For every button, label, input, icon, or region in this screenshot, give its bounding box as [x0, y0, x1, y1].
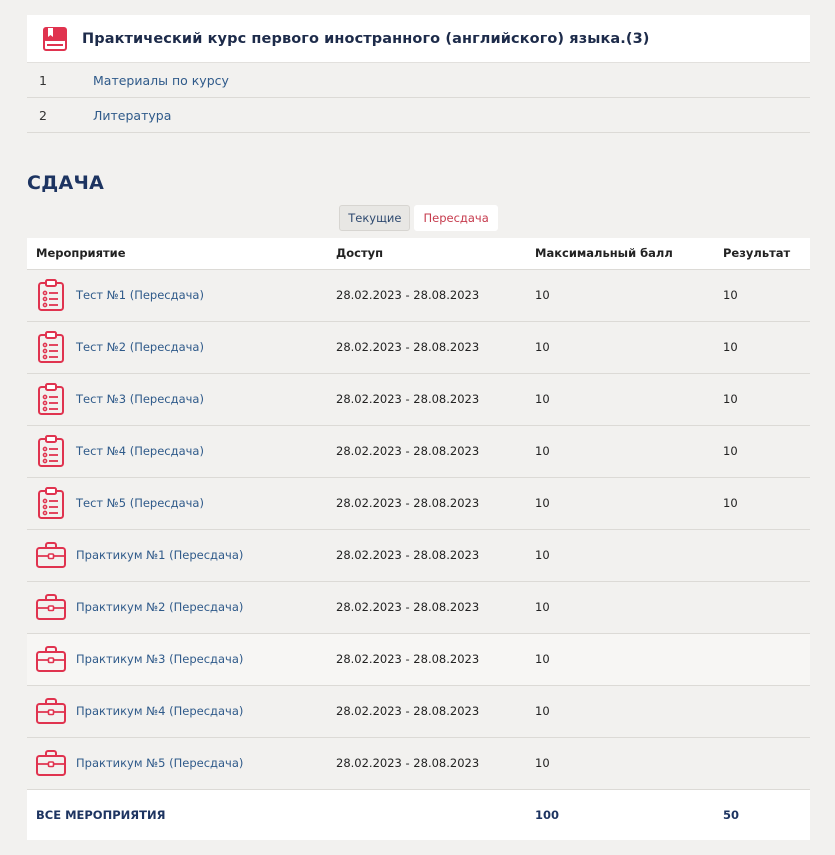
event-cell — [27, 529, 327, 581]
event-cell — [27, 425, 327, 477]
row-number: 2 — [39, 107, 47, 123]
access-cell: 28.02.2023 - 28.08.2023 — [327, 581, 526, 633]
event-cell — [27, 737, 327, 789]
result-cell: 10 — [714, 373, 810, 425]
event-link[interactable]: Практикум №4 (Пересдача) — [76, 704, 244, 718]
result-cell: 10 — [714, 477, 810, 529]
table-row — [27, 685, 810, 737]
tab-current[interactable]: Текущие — [339, 205, 410, 231]
result-cell — [714, 633, 810, 685]
tab-retake[interactable]: Пересдача — [414, 205, 497, 231]
result-cell — [714, 581, 810, 633]
access-cell: 28.02.2023 - 28.08.2023 — [327, 529, 526, 581]
literature-link[interactable]: Литература — [93, 107, 172, 123]
footer-result-total: 50 — [723, 807, 740, 822]
footer-max-total: 100 — [535, 807, 560, 822]
result-cell: 10 — [714, 269, 810, 321]
book-icon — [40, 24, 70, 54]
briefcase-icon — [34, 743, 68, 783]
event-link[interactable]: Практикум №3 (Пересдача) — [76, 652, 244, 666]
materials-link[interactable]: Материалы по курсу — [93, 72, 229, 88]
section-title: СДАЧА — [27, 172, 105, 194]
table-row — [27, 425, 810, 477]
footer-label: ВСЕ МЕРОПРИЯТИЯ — [36, 807, 166, 822]
briefcase-icon — [34, 587, 68, 627]
access-cell: 28.02.2023 - 28.08.2023 — [327, 373, 526, 425]
access-cell: 28.02.2023 - 28.08.2023 — [327, 321, 526, 373]
briefcase-icon — [34, 639, 68, 679]
table-row — [27, 373, 810, 425]
table-row — [27, 581, 810, 633]
event-cell — [27, 477, 327, 529]
table-header-row — [27, 238, 810, 269]
max-score-cell: 10 — [526, 737, 714, 789]
event-link[interactable]: Тест №3 (Пересдача) — [76, 392, 204, 406]
event-cell — [27, 321, 327, 373]
table-row — [27, 529, 810, 581]
header-event: Мероприятие — [27, 238, 327, 269]
access-cell: 28.02.2023 - 28.08.2023 — [327, 633, 526, 685]
max-score-cell: 10 — [526, 685, 714, 737]
event-link[interactable]: Тест №2 (Пересдача) — [76, 340, 204, 354]
header-max-score: Максимальный балл — [526, 238, 714, 269]
clipboard-list-icon — [34, 431, 68, 471]
access-cell: 28.02.2023 - 28.08.2023 — [327, 269, 526, 321]
event-cell — [27, 373, 327, 425]
course-title: Практический курс первого иностранного (английского) языка.(3) — [82, 30, 650, 47]
access-cell: 28.02.2023 - 28.08.2023 — [327, 737, 526, 789]
events-table — [27, 238, 810, 840]
event-cell — [27, 685, 327, 737]
result-cell: 10 — [714, 321, 810, 373]
result-cell — [714, 685, 810, 737]
table-footer-row — [27, 789, 810, 840]
result-cell: 10 — [714, 425, 810, 477]
clipboard-list-icon — [34, 327, 68, 367]
briefcase-icon — [34, 691, 68, 731]
tab-bar — [27, 200, 810, 236]
materials-row — [27, 63, 810, 98]
event-cell — [27, 581, 327, 633]
event-cell — [27, 633, 327, 685]
briefcase-icon — [34, 535, 68, 575]
footer-empty — [327, 789, 526, 840]
header-result: Результат — [714, 238, 810, 269]
row-number: 1 — [39, 72, 47, 88]
result-cell — [714, 737, 810, 789]
table-row — [27, 321, 810, 373]
event-cell — [27, 269, 327, 321]
result-cell — [714, 529, 810, 581]
literature-row — [27, 98, 810, 133]
max-score-cell: 10 — [526, 581, 714, 633]
event-link[interactable]: Тест №5 (Пересдача) — [76, 496, 204, 510]
event-link[interactable]: Практикум №5 (Пересдача) — [76, 756, 244, 770]
event-link[interactable]: Практикум №2 (Пересдача) — [76, 600, 244, 614]
table-row — [27, 737, 810, 789]
max-score-cell: 10 — [526, 373, 714, 425]
max-score-cell: 10 — [526, 633, 714, 685]
clipboard-list-icon — [34, 379, 68, 419]
access-cell: 28.02.2023 - 28.08.2023 — [327, 477, 526, 529]
access-cell: 28.02.2023 - 28.08.2023 — [327, 685, 526, 737]
max-score-cell: 10 — [526, 321, 714, 373]
table-row — [27, 269, 810, 321]
clipboard-list-icon — [34, 275, 68, 315]
content — [27, 15, 810, 840]
max-score-cell: 10 — [526, 425, 714, 477]
max-score-cell: 10 — [526, 477, 714, 529]
table-row — [27, 633, 810, 685]
max-score-cell: 10 — [526, 269, 714, 321]
table-row — [27, 477, 810, 529]
access-cell: 28.02.2023 - 28.08.2023 — [327, 425, 526, 477]
clipboard-list-icon — [34, 483, 68, 523]
course-header — [27, 15, 810, 63]
event-link[interactable]: Тест №1 (Пересдача) — [76, 288, 204, 302]
max-score-cell: 10 — [526, 529, 714, 581]
event-link[interactable]: Тест №4 (Пересдача) — [76, 444, 204, 458]
header-access: Доступ — [327, 238, 526, 269]
event-link[interactable]: Практикум №1 (Пересдача) — [76, 548, 244, 562]
